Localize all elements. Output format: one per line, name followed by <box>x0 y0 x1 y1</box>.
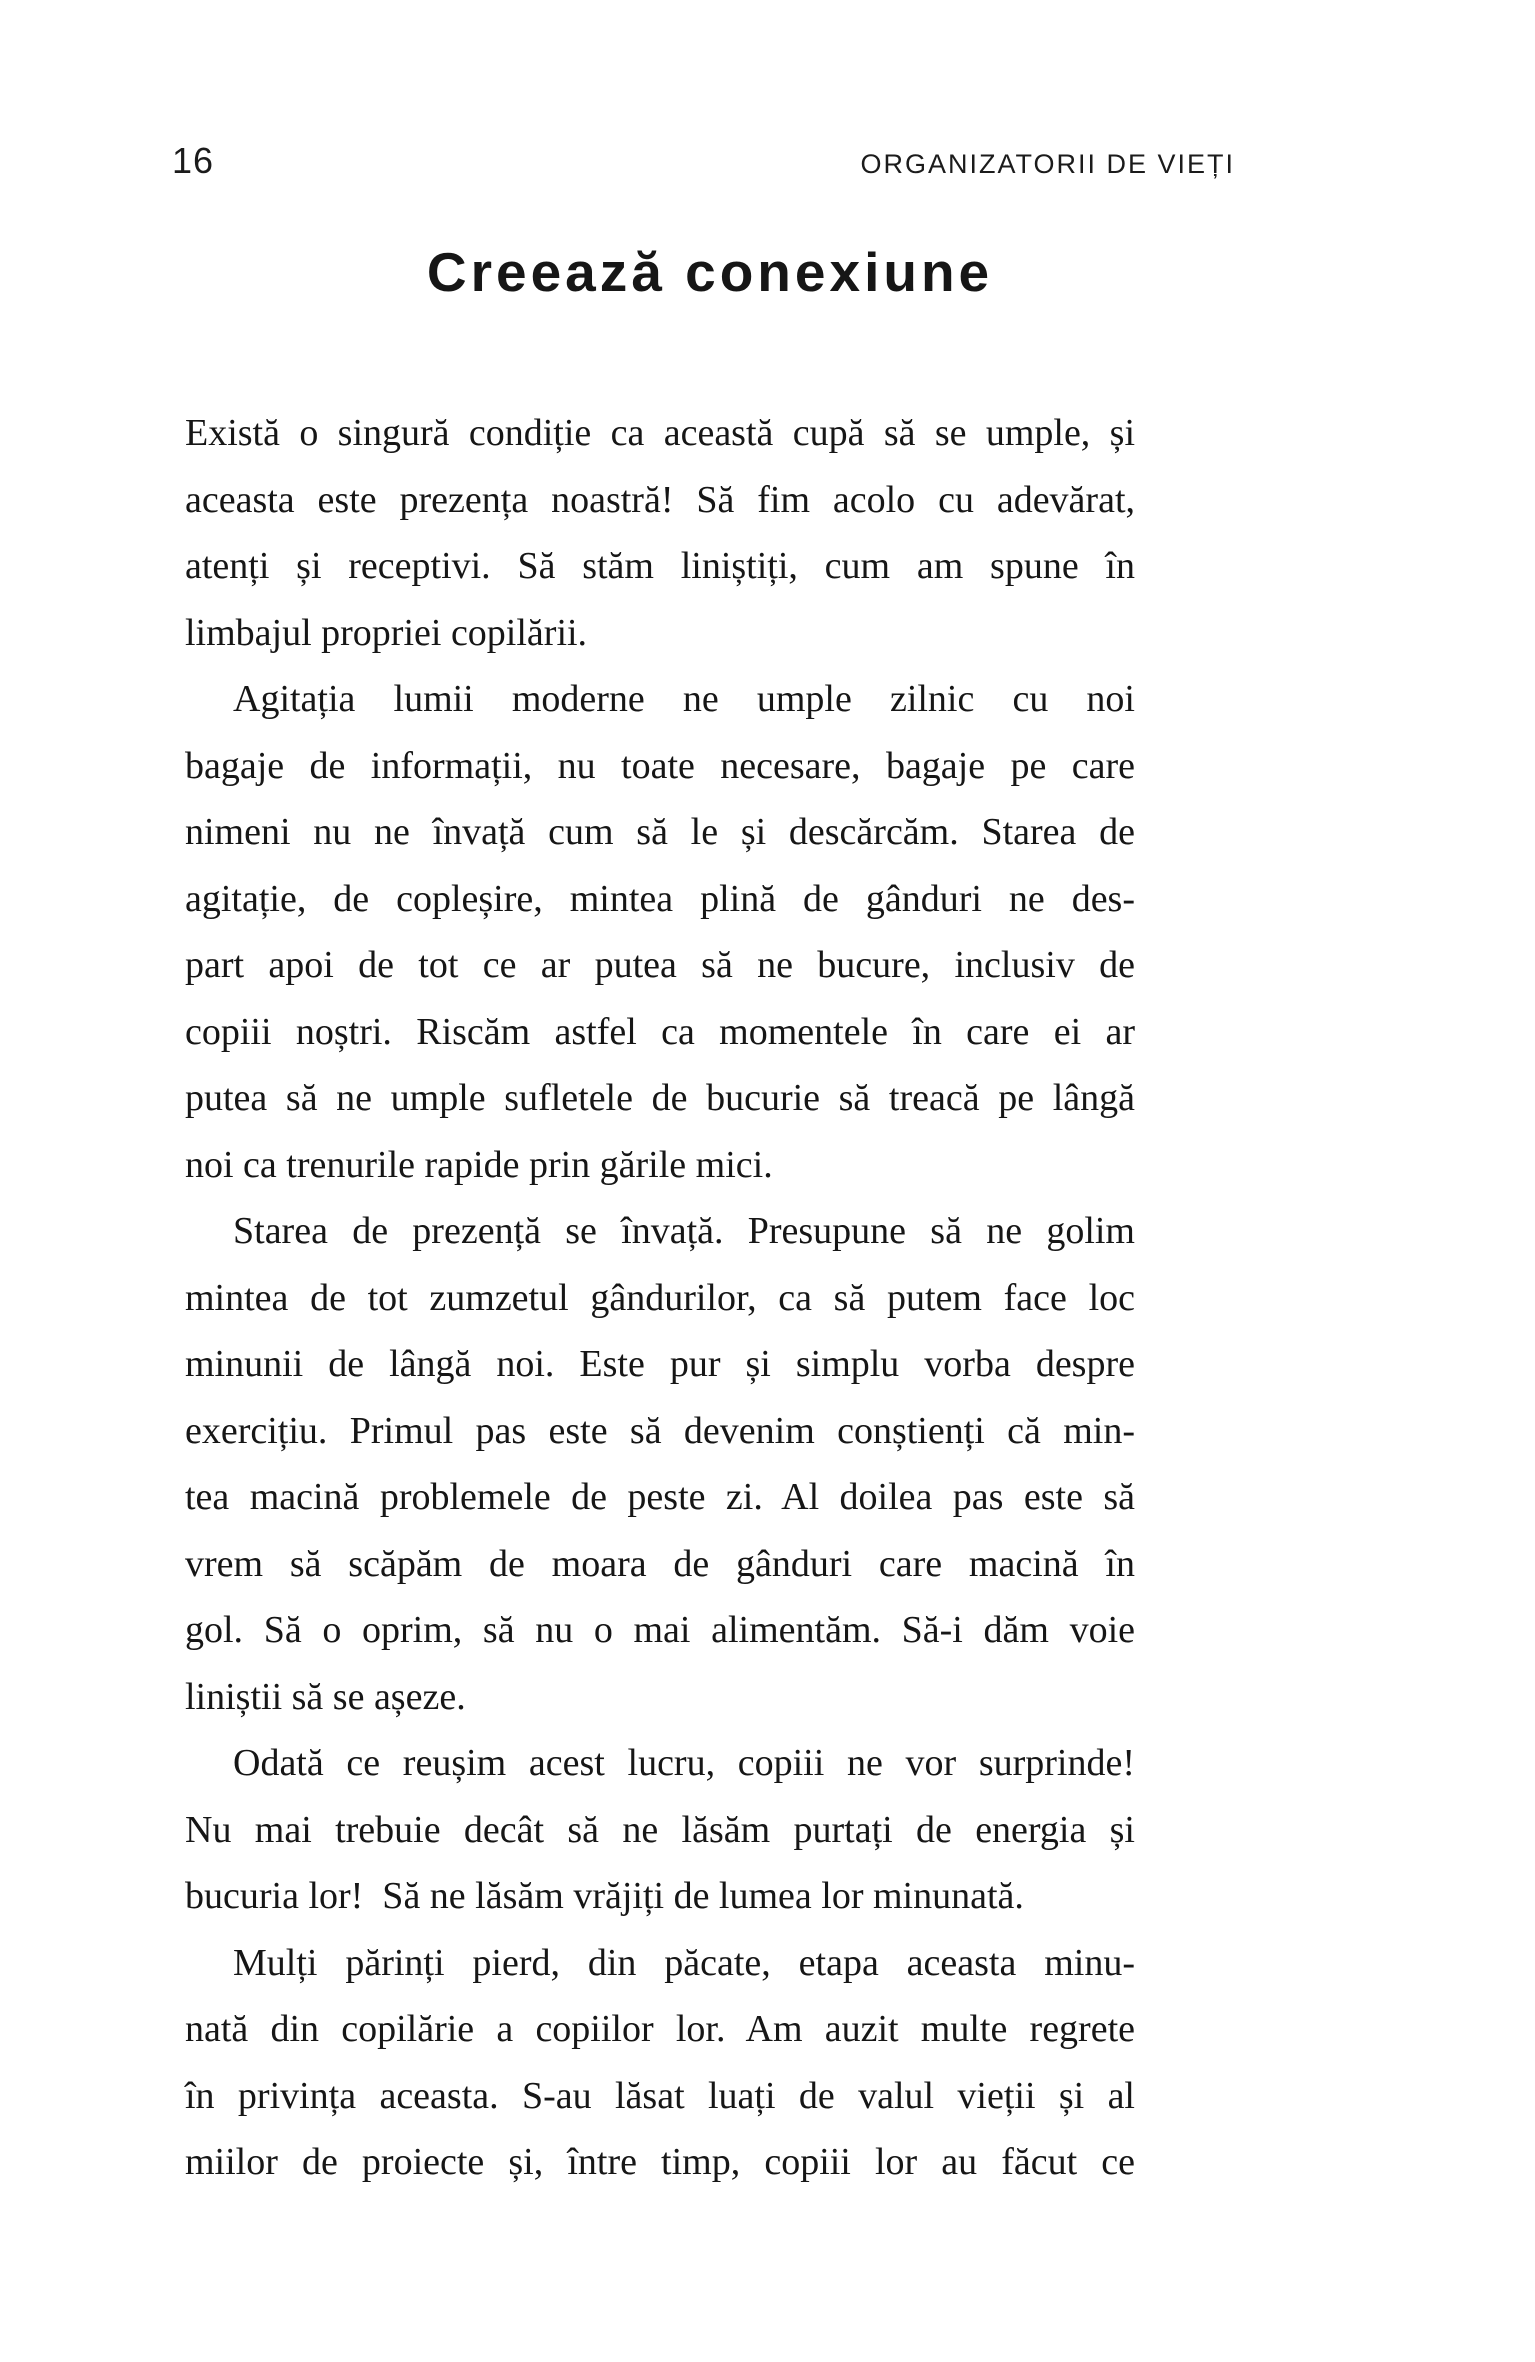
paragraph <box>185 400 1135 666</box>
text-line: Odată ce reușim acest lucru, copiii ne vor surprinde! <box>233 1742 1135 1784</box>
text-line: part apoi de tot ce ar putea să ne bucure, inclusiv de <box>185 944 1135 986</box>
page-number: 16 <box>172 140 215 181</box>
text-line: copiii noștri. Riscăm astfel ca momentele în care ei ar <box>185 1010 1135 1053</box>
running-header: ORGANIZATORII DE VIEȚI <box>860 149 1235 179</box>
page-header-row <box>172 140 1235 182</box>
text-line: noi ca trenurile rapide prin gările mici. <box>185 1143 773 1186</box>
text-line: limbajul propriei copilării. <box>185 611 588 654</box>
paragraph <box>185 1930 1135 2196</box>
text-line: minunii de lângă noi. Este pur și simplu vorba despre <box>185 1343 1135 1385</box>
text-line: nimeni nu ne învață cum să le și descărcăm. Starea de <box>185 811 1135 853</box>
text-line: nată din copilărie a copiilor lor. Am auzit multe regrete <box>185 2008 1135 2050</box>
paragraph <box>185 666 1135 1198</box>
text-line: mintea de tot zumzetul gândurilor, ca să putem face loc <box>185 1276 1135 1319</box>
text-line: bucuria lor! Să ne lăsăm vrăjiți de lumea lor minunată. <box>185 1875 1024 1917</box>
paragraph <box>185 1730 1135 1930</box>
text-line: vrem să scăpăm de moara de gânduri care macină în <box>185 1542 1135 1585</box>
paragraph <box>185 1198 1135 1730</box>
text-line: gol. Să o oprim, să nu o mai alimentăm. Să-i dăm voie <box>185 1609 1135 1651</box>
text-line: Agitația lumii moderne ne umple zilnic cu noi <box>233 678 1135 720</box>
text-line: liniștii să se așeze. <box>185 1675 466 1718</box>
text-line: exercițiu. Primul pas este să devenim conștienți că min- <box>185 1409 1135 1452</box>
text-line: aceasta este prezența noastră! Să fim acolo cu adevărat, <box>185 478 1135 521</box>
text-line: Nu mai trebuie decât să ne lăsăm purtați de energia și <box>185 1808 1135 1851</box>
text-line: bagaje de informații, nu toate necesare, bagaje pe care <box>185 744 1135 787</box>
text-line: atenți și receptivi. Să stăm liniștiți, cum am spune în <box>185 545 1135 587</box>
text-line: agitație, de copleșire, mintea plină de gânduri ne des- <box>185 877 1135 920</box>
body-text <box>185 400 1135 2196</box>
chapter-title: Creează conexiune <box>426 241 994 303</box>
text-line: tea macină problemele de peste zi. Al doilea pas este să <box>185 1476 1135 1518</box>
text-line: Starea de prezență se învață. Presupune să ne golim <box>233 1210 1135 1252</box>
text-line: Mulți părinți pierd, din păcate, etapa aceasta minu- <box>233 1941 1135 1984</box>
text-line: miilor de proiecte și, între timp, copiii lor au făcut ce <box>185 2141 1135 2183</box>
text-line: Există o singură condiție ca această cupă să se umple, și <box>185 412 1135 454</box>
text-line: în privința aceasta. S-au lăsat luați de valul vieții și al <box>185 2074 1135 2117</box>
text-line: putea să ne umple sufletele de bucurie să treacă pe lângă <box>185 1077 1135 1119</box>
